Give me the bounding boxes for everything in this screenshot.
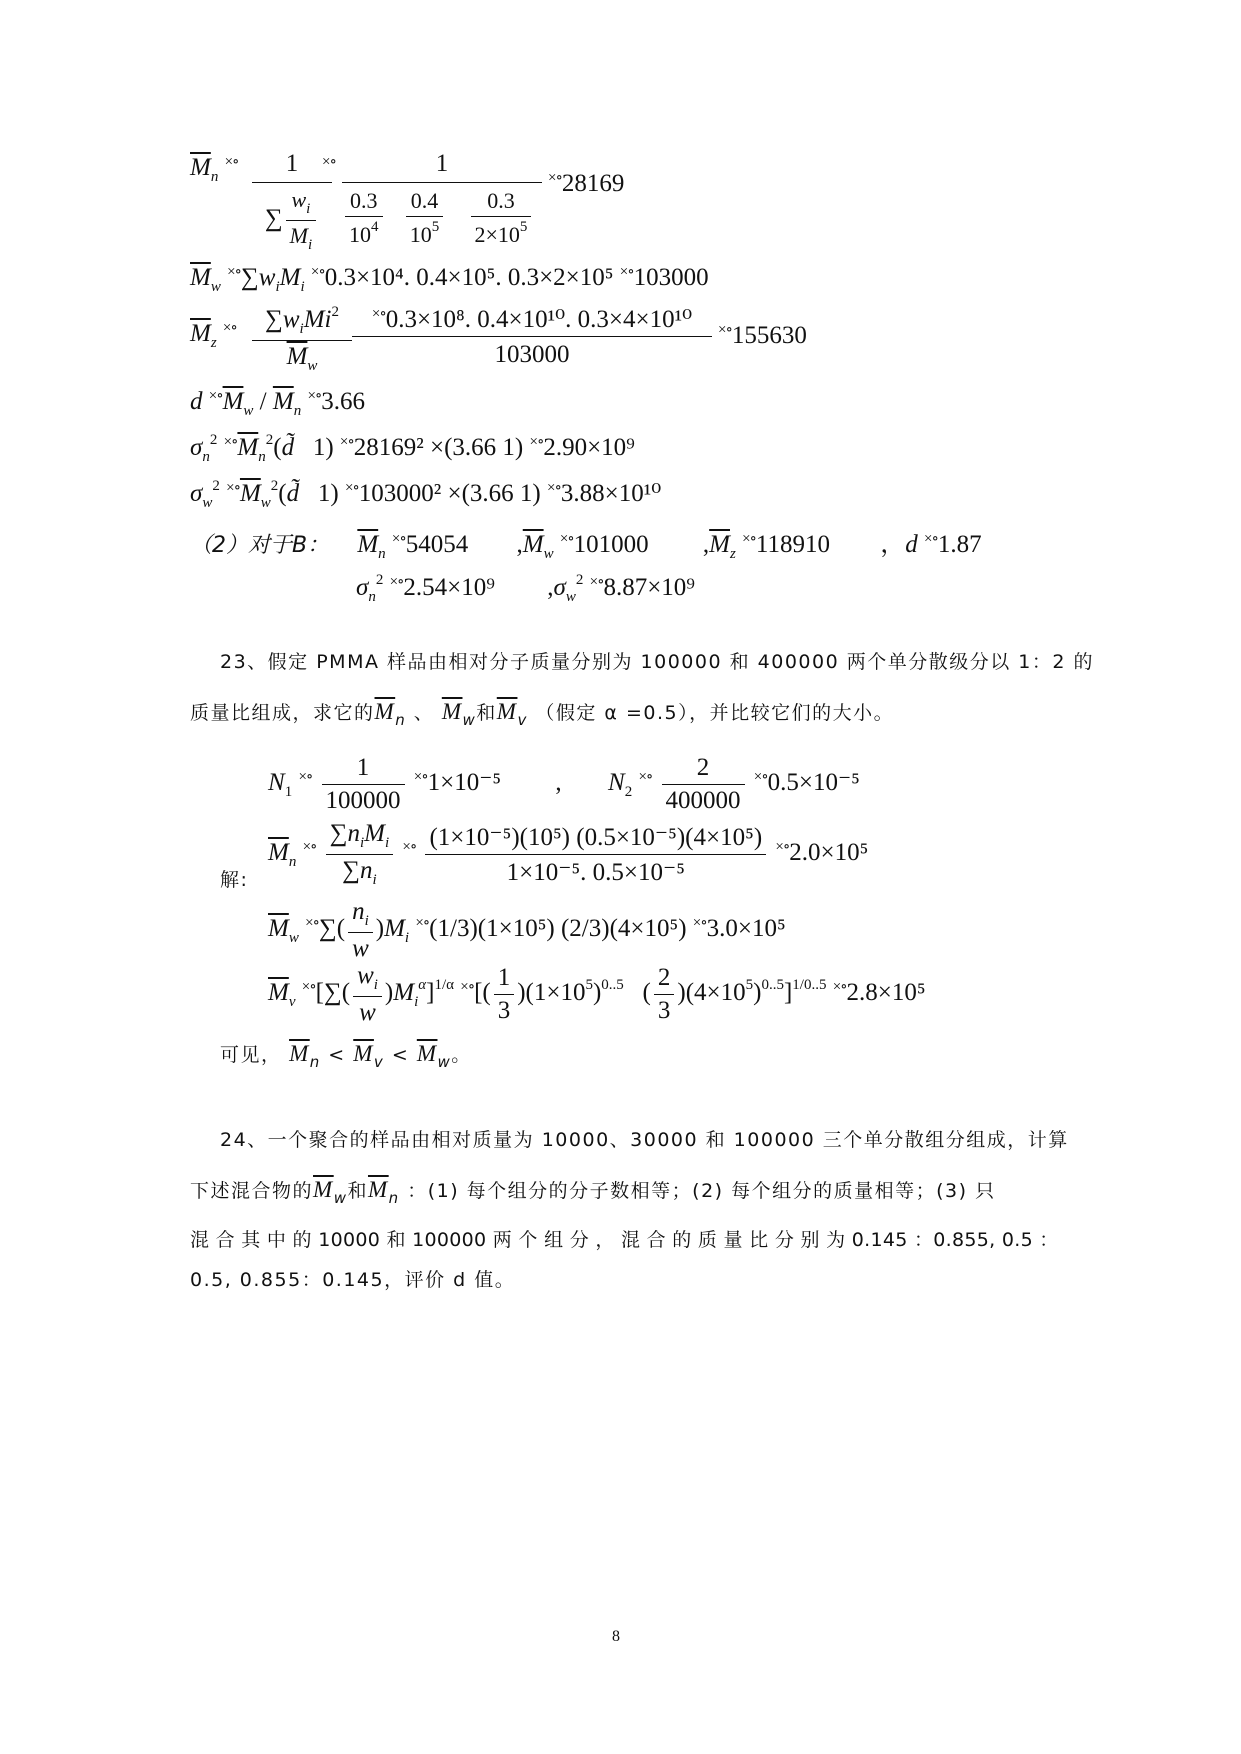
eq-q23-mv: $\overline{M}_v$ ×∘[∑( $\frac{w_i}{w}$ )$M_i^\alpha]^{1/\alpha}$ ×∘[( $\frac{1}{3}$ )$(1\times 10^5)^{0..5}$ ( $\frac{2}{3}$ )$(4\times 10^5)^{0..5}]^{1/0..5}$ ×∘2.8×10⁵ <box>268 962 926 1026</box>
q24-line2-pre: 下述混合物的 <box>190 1180 314 1202</box>
n2-num: 2 <box>662 754 745 785</box>
q24-line2-and: 和 <box>347 1180 368 1202</box>
eq-q23-mn: $\overline{M}_n$ ×∘ $\frac{\sum n_iM_i}{\sum n_i}$ ×∘ $\frac{\text{(1×10⁻⁵)(10⁵) (0.5×10⁻⁵)(4×10⁵)}}{\text{1×10⁻⁵. 0.5×10⁻⁵}}$ ×∘2.0×10⁵ <box>268 820 869 888</box>
q23-mw-val: 3.0×10⁵ <box>706 915 786 943</box>
b-mw: 101000 <box>573 531 649 558</box>
eq-mn: $\overline{M}_n$ ×∘ <box>190 154 239 185</box>
b-mn: 54054 <box>405 531 469 558</box>
q23-line1: 23、假定 PMMA 样品由相对分子质量分别为 100000 和 400000 两个单分散级分以 1：2 的 <box>220 651 1094 673</box>
q23-line2-and: 和 <box>476 702 497 724</box>
eq-n2: $N_2$ ×∘ $\frac{2}{400000}$ ×∘0.5×10⁻⁵ <box>608 754 860 814</box>
q23-mn-val: 2.0×10⁵ <box>789 839 869 867</box>
eq-mn-frac2: 1 <box>342 150 542 183</box>
eq-b-line1: （2）对于B： $\overline{M}_n$ ×∘54054 $,\overline{M}_w$ ×∘101000 $,\overline{M}_z$ ×∘118910 ，d ×∘1.87 <box>190 531 982 562</box>
eq-mn-rel2: ×∘ <box>322 154 336 170</box>
eq-b-line2: $\sigma_n^2$ ×∘2.54×10⁹ $,\sigma_w^2$ ×∘8.87×10⁹ <box>356 572 696 605</box>
mn-result-value: 28169 <box>561 170 625 197</box>
n2-den: 400000 <box>665 787 741 814</box>
n2-val: 0.5×10⁻⁵ <box>767 769 860 797</box>
q23-line2-pre: 质量比组成，求它的 <box>190 702 375 724</box>
b-mz: 118910 <box>755 531 830 558</box>
q24-line3: 混 合 其 中 的 10000 和 100000 两 个 组 分 ， 混 合 的 质 量 比 分 别 为 0.145 ：0.855, 0.5 ： <box>190 1229 1059 1251</box>
b-sigma-n: 2.54×10⁹ <box>403 574 495 601</box>
mz-numer: 0.3×10⁸. 0.4×10¹⁰. 0.3×4×10¹⁰ <box>385 306 693 333</box>
n1-num: 1 <box>322 754 405 785</box>
sigma-n-rhs: 28169² ×(3.66 1) <box>353 434 524 461</box>
eq-mz-frac1: $\sum w_iMi^2$ $\overline{M}_w$ <box>252 304 352 375</box>
mn-term-2: 0.4 <box>406 188 444 217</box>
q24-line2: 下述混合物的$\overline{M}_w$和$\overline{M}_n$ ：(1) 每个组分的分子数相等；(2) 每个组分的质量相等；(3) 只 <box>190 1177 996 1207</box>
mz-result-value: 155630 <box>731 322 807 349</box>
eq-mz: $\overline{M}_z$ ×∘ <box>190 320 237 351</box>
eq-mw: $\overline{M}_w$ $^{\times\circ}\sum w_iM_i$ ×∘0.3×10⁴. 0.4×10⁵. 0.3×2×10⁵ ×∘103000 <box>190 264 709 295</box>
mw-result: 103000 <box>633 264 709 291</box>
n1-val: 1×10⁻⁵ <box>427 769 502 797</box>
sigma-n-result: 2.90×10⁹ <box>543 434 635 461</box>
q24-line1: 24、一个聚合的样品由相对质量为 10000、30000 和 100000 三个单分散组分组成，计算 <box>220 1129 1069 1151</box>
eq-sigma-w: $\sigma_w^2$ $^{\times\circ}\overline{M}_w^2(d̃$ 1) ×∘103000² ×(3.66 1) ×∘3.88×10¹⁰ <box>190 478 662 511</box>
eq-mn-frac1: 1 ∑ $\frac{w_i}{M_i}$ <box>252 150 332 254</box>
mw-rhs: 0.3×10⁴. 0.4×10⁵. 0.3×2×10⁵ <box>324 264 614 291</box>
eq-sigma-n: $\sigma_n^2$ $^{\times\circ}\overline{M}_n^2(d̃$ 1) ×∘28169² ×(3.66 1) ×∘2.90×10⁹ <box>190 432 635 465</box>
eq-mz-result: ×∘155630 <box>718 322 807 349</box>
q23-mn-numer: (1×10⁻⁵)(10⁵) (0.5×10⁻⁵)(4×10⁵) <box>425 822 766 855</box>
eq-mn-terms: $\frac{0.3}{10^4}$ $\frac{0.4}{10^5}$ $\frac{0.3}{2\times 10^5}$ <box>342 188 534 248</box>
n1-den: 100000 <box>325 787 401 814</box>
b-sigma-w: 8.87×10⁹ <box>603 574 696 601</box>
q23-mv-val: 2.8×10⁵ <box>846 979 926 1007</box>
eq-n1: $N_1$ ×∘ $\frac{1}{100000}$ ×∘1×10⁻⁵ , <box>268 754 562 814</box>
q24-line4: 0.5, 0.855：0.145，评价 d 值。 <box>190 1269 516 1291</box>
q23-mw-rhs: (1/3)(1×10⁵) (2/3)(4×10⁵) <box>429 915 687 943</box>
eq-mn-result: ×∘28169 <box>548 170 625 197</box>
q23-line2: 质量比组成，求它的$\overline{M}_n$ 、 $\overline{M}_w$和$\overline{M}_v$ （假定 α =0.5），并比较它们的大小。 <box>190 699 895 729</box>
mn-term-1: 0.3 <box>345 188 383 217</box>
sigma-w-rhs: 103000² ×(3.66 1) <box>358 480 541 507</box>
eq-d: d $^{\times\circ}\overline{M}_w / \overline{M}_n$ ×∘3.66 <box>190 388 366 419</box>
page-number: 8 <box>612 1628 620 1645</box>
d-result: 3.66 <box>321 388 366 415</box>
b-d: 1.87 <box>937 531 982 558</box>
mz-denom: 103000 <box>494 341 570 368</box>
conclusion-pre: 可见， <box>220 1044 282 1066</box>
q23-conclusion: 可见， $\overline{M}_n < \overline{M}_v < \overline{M}_w$。 <box>220 1041 472 1071</box>
solve-label: 解: <box>220 869 249 891</box>
mn-term-3: 0.3 <box>471 188 532 217</box>
sigma-w-result: 3.88×10¹⁰ <box>560 480 662 507</box>
eq-mz-frac2: ×∘0.3×10⁸. 0.4×10¹⁰. 0.3×4×10¹⁰ 103000 <box>352 304 712 369</box>
eq-q23-mw: $\overline{M}_w$ ×∘∑( $\frac{n_i}{w}$ )$M_i$ ×∘(1/3)(1×10⁵) (2/3)(4×10⁵) ×∘3.0×10⁵ <box>268 898 786 962</box>
q23-line2-post: （假定 α =0.5），并比较它们的大小。 <box>535 702 895 724</box>
q24-line2-post: ：(1) 每个组分的分子数相等；(2) 每个组分的质量相等；(3) 只 <box>407 1180 996 1202</box>
conclusion-post: 。 <box>451 1044 472 1066</box>
q23-line2-sep: 、 <box>413 702 435 724</box>
b-label: （2）对于B： <box>190 533 330 558</box>
q23-mn-denom: 1×10⁻⁵. 0.5×10⁻⁵ <box>506 859 685 886</box>
